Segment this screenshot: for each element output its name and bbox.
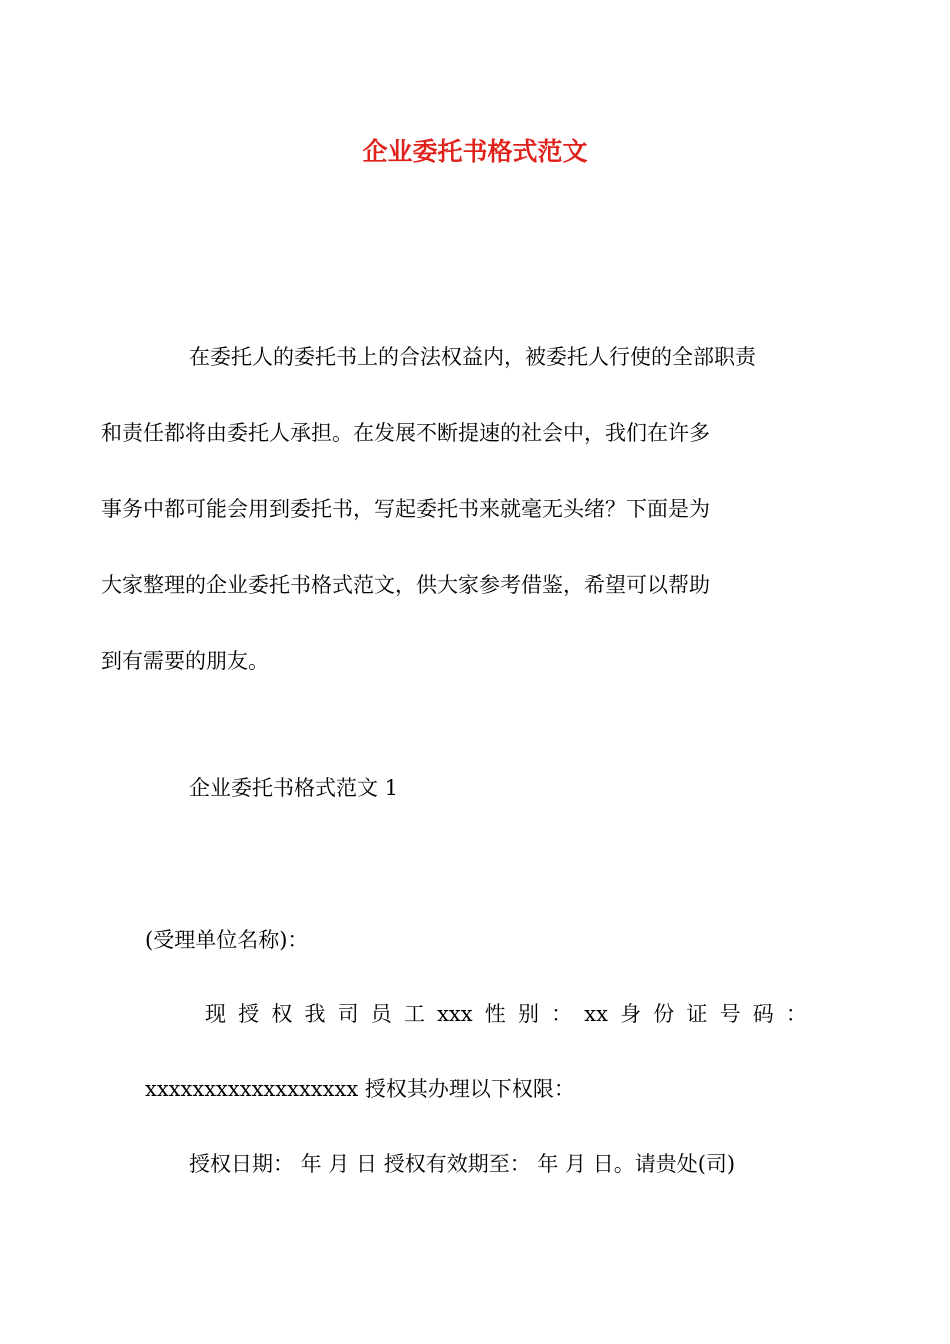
authorization-line-1 (145, 996, 807, 1032)
authorization-line-1-token: 证 (686, 1002, 708, 1026)
authorization-line-1-token: 我 (304, 1002, 326, 1026)
authorization-line-1-token: ： (785, 1002, 807, 1026)
authorization-line-1-token: 身 (620, 1002, 642, 1026)
authorization-line-1-token: 号 (719, 1002, 741, 1026)
authorization-line-1-token: 性 (484, 1002, 506, 1026)
authorization-line-1-token: 工 (403, 1002, 425, 1026)
authorization-line-1-token: 码 (752, 1002, 774, 1026)
authorization-line-1-token: 别 (517, 1002, 539, 1026)
authorization-line-3: 授权日期： 年 月 日 授权有效期至： 年 月 日。请贵处(司) (189, 1152, 736, 1176)
section-heading: 企业委托书格式范文 1 (189, 776, 399, 800)
intro-line: 和责任都将由委托人承担。在发展不断提速的社会中，我们在许多 (101, 421, 710, 445)
authorization-line-2: xxxxxxxxxxxxxxxxxx 授权其办理以下权限： (145, 1077, 575, 1101)
authorization-line-1-token: 权 (271, 1002, 293, 1026)
intro-line: 到有需要的朋友。 (101, 649, 269, 673)
intro-line: 在委托人的委托书上的合法权益内，被委托人行使的全部职责 (189, 345, 756, 369)
authorization-line-1-token: xx (584, 1002, 608, 1026)
authorization-line-1-token: 授 (238, 1002, 260, 1026)
authorization-line-1-token: ： (551, 1002, 573, 1026)
intro-paragraph (101, 319, 807, 699)
intro-line: 大家整理的企业委托书格式范文，供大家参考借鉴，希望可以帮助 (101, 573, 710, 597)
authorization-line-1-token: xxx (437, 1002, 473, 1026)
authorization-line-1-token: 现 (205, 1002, 226, 1026)
addressee-line: (受理单位名称)： (145, 928, 309, 952)
document-title: 企业委托书格式范文 (362, 137, 588, 166)
authorization-line-1-token: 员 (370, 1002, 392, 1026)
intro-line: 事务中都可能会用到委托书，写起委托书来就毫无头绪？下面是为 (101, 497, 710, 521)
authorization-line-1-token: 司 (337, 1002, 359, 1026)
authorization-line-1-token: 份 (653, 1002, 675, 1026)
